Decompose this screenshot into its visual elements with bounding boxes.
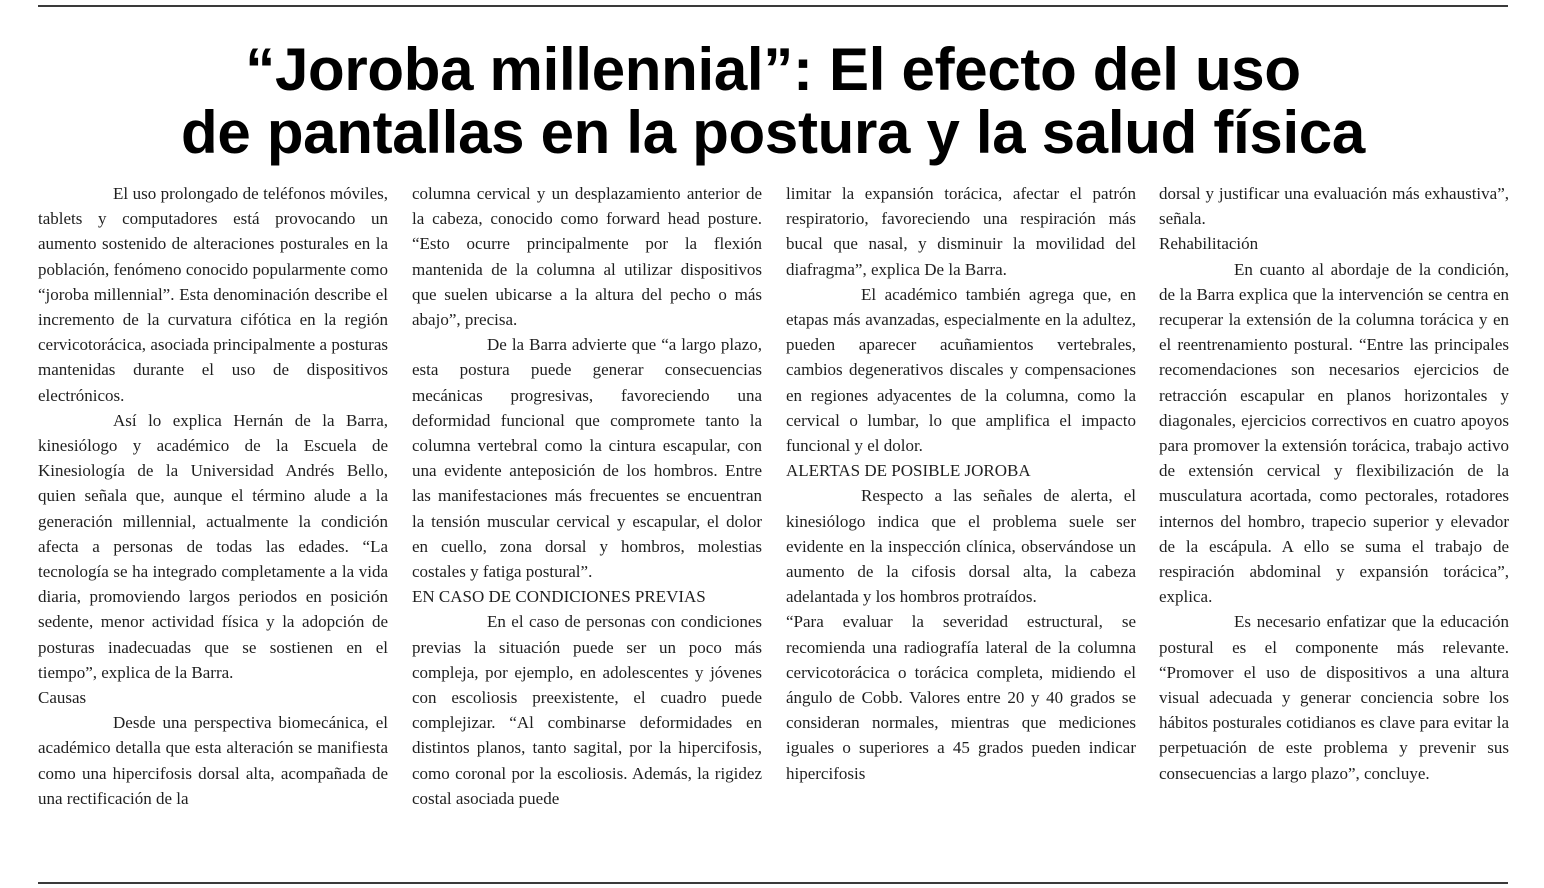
article-column-3	[786, 181, 1136, 786]
headline-line-1: “Joroba millennial”: El efecto del uso	[245, 36, 1301, 103]
article-column-1	[38, 181, 388, 811]
article-column-4	[1159, 181, 1509, 786]
subhead-condiciones-previas: EN CASO DE CONDICIONES PREVIAS	[412, 587, 706, 607]
article-headline	[38, 38, 1508, 164]
paragraph-continuation: columna cervical y un desplazamiento anterior de la cabeza, conocido como forward head posture. “Esto ocurre principalmente por la flexión mantenida de la columna al utilizar dispositivos que suelen ubicarse a la altura del pecho o más abajo”, precisa.	[412, 184, 762, 330]
paragraph-expert-quote: Así lo explica Hernán de la Barra, kinesiólogo y académico de la Escuela de Kinesiología de la Universidad Andrés Bello, quien señala que, aunque el término alude a la generación millennial, actualmente la condición afecta a personas de todas las edades. “La tecnología se ha integrado completamente a la vida diaria, promoviendo largos periodos en posición sedente, menor actividad física y la adopción de posturas inadecuadas que se sostienen en el tiempo”, explica de la Barra.	[38, 410, 388, 682]
subhead-rehabilitacion: Rehabilitación	[1159, 234, 1259, 254]
paragraph-continuation: dorsal y justificar una evaluación más exhaustiva”, señala.	[1159, 184, 1509, 229]
article-column-2	[412, 181, 762, 811]
headline-line-2: de pantallas en la postura y la salud física	[181, 99, 1365, 166]
paragraph-biomechanics: Desde una perspectiva biomecánica, el académico detalla que esta alteración se manifiesta como una hipercifosis dorsal alta, acompañada de una rectificación de la	[38, 713, 388, 808]
paragraph-evaluation: “Para evaluar la severidad estructural, se recomienda una radiografía lateral de la columna cervicotorácica o torácica completa, midiendo el ángulo de Cobb. Valores entre 20 y 40 grados se consideran normales, mientras que mediciones iguales o superiores a 45 grados pueden indicar hipercifosis	[786, 612, 1136, 783]
paragraph-intro: El uso prolongado de teléfonos móviles, tablets y computadores está provocando un aumento sostenido de alteraciones posturales en la población, fenómeno conocido popularmente como “joroba millennial”. Esta denominación describe el incremento de la curvatura cifótica en la región cervicotorácica, asociada principalmente a posturas mantenidas durante el uso de dispositivos electrónicos.	[38, 184, 388, 405]
paragraph-rehabilitation: En cuanto al abordaje de la condición, de la Barra explica que la intervención se centra en recuperar la extensión de la columna torácica y en el reentrenamiento postural. “Entre las principales recomendaciones son necesarios ejercicios de retracción escapular en planos horizontales y diagonales, ejercicios correctivos en cuatro apoyos para promover la extensión torácica, trabajo activo de extensión cervical y flexibilización de la musculatura acortada, como pectorales, rotadores internos del hombro, trapecio superior y elevador de la escápula. A ello se suma el trabajo de respiración abdominal y expansión torácica”, explica.	[1159, 259, 1509, 607]
paragraph-continuation: limitar la expansión torácica, afectar el patrón respiratorio, favoreciendo una respiración más bucal que nasal, y disminuir la movilidad del diafragma”, explica De la Barra.	[786, 184, 1136, 279]
paragraph-long-term: De la Barra advierte que “a largo plazo, esta postura puede generar consecuencias mecánicas progresivas, favoreciendo una deformidad funcional que compromete tanto la columna vertebral como la cintura escapular, con una evidente anteposición de los hombros. Entre las manifestaciones más frecuentes se encuentran la tensión muscular cervical y escapular, el dolor en cuello, zona dorsal y hombros, molestias costales y fatiga postural”.	[412, 335, 762, 582]
bottom-rule	[38, 882, 1508, 884]
paragraph-alert-signs: Respecto a las señales de alerta, el kinesiólogo indica que el problema suele ser evidente en la inspección clínica, observándose un aumento de la cifosis dorsal alta, la cabeza adelantada y los hombros protraídos.	[786, 486, 1136, 607]
top-rule	[38, 5, 1508, 7]
paragraph-conclusion: Es necesario enfatizar que la educación postural es el componente más relevante. “Promover el uso de dispositivos a una altura visual adecuada y generar conciencia sobre los hábitos posturales cotidianos es clave para evitar la perpetuación de este problema y prevenir sus consecuencias a largo plazo”, concluye.	[1159, 612, 1509, 783]
subhead-causas: Causas	[38, 688, 87, 708]
paragraph-advanced-stages: El académico también agrega que, en etapas más avanzadas, especialmente en la adultez, pueden aparecer acuñamientos vertebrales, cambios degenerativos discales y compensaciones en regiones adyacentes de la columna, como la cervical o lumbar, lo que amplifica el impacto funcional y el dolor.	[786, 284, 1136, 456]
subhead-alertas: ALERTAS DE POSIBLE JOROBA	[786, 461, 1031, 481]
paragraph-previous-conditions: En el caso de personas con condiciones previas la situación puede ser un poco más compleja, por ejemplo, en adolescentes y jóvenes con escoliosis preexistente, el cuadro puede complejizar. “Al combinarse deformidades en distintos planos, tanto sagital, por la hipercifosis, como coronal por la escoliosis. Además, la rigidez costal asociada puede	[412, 612, 762, 808]
